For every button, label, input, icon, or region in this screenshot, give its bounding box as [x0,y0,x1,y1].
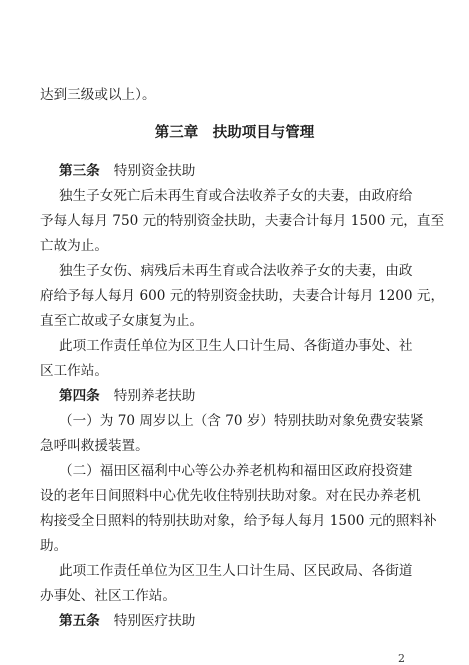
paragraph-line: 予每人每月 750 元的特别资金扶助，夫妻合计每月 1500 元，直至 [40,213,445,229]
article-number: 第三条 [59,163,100,179]
paragraph-line: 助。 [40,538,68,554]
chapter-title: 第三章 扶助项目与管理 [154,125,315,141]
paragraph-line: 府给予每人每月 600 元的特别资金扶助，夫妻合计每月 1200 元， [40,288,445,304]
article-number: 第四条 [59,388,100,404]
article-heading [59,612,469,630]
article-number: 第五条 [59,613,100,629]
article-heading [59,387,469,405]
article-title: 特别医疗扶助 [113,613,196,629]
text-line: 达到三级或以上）。 [40,87,156,103]
article-title: 特别资金扶助 [113,163,196,179]
paragraph-line: 独生子女伤、病残后未再生育或合法收养子女的夫妻，由政 [59,263,413,279]
paragraph-line: 此项工作责任单位为区卫生人口计生局、区民政局、各街道 [59,563,413,579]
paragraph-line: 办事处、社区工作站。 [40,588,176,604]
article-heading [59,162,469,180]
paragraph-line: 构接受全日照料的特别扶助对象，给予每人每月 1500 元的照料补 [40,513,437,529]
article-title: 特别养老扶助 [113,388,196,404]
paragraph-line: 亡故为止。 [40,238,108,254]
paragraph-line: 独生子女死亡后未再生育或合法收养子女的夫妻，由政府给 [59,188,413,204]
paragraph-line: 急呼叫救援装置。 [40,438,149,454]
paragraph-line: （二）福田区福利中心等公办养老机构和福田区政府投资建 [59,463,413,479]
paragraph-line: （一）为 70 周岁以上（含 70 岁）特别扶助对象免费安装紧 [59,413,424,429]
page-number: 2 [398,652,405,665]
paragraph-line: 区工作站。 [40,363,108,379]
paragraph-line: 此项工作责任单位为区卫生人口计生局、各街道办事处、社 [59,338,413,354]
paragraph-line: 直至亡故或子女康复为止。 [40,313,204,329]
paragraph-line: 设的老年日间照料中心优先收住特别扶助对象。对在民办养老机 [40,488,421,504]
